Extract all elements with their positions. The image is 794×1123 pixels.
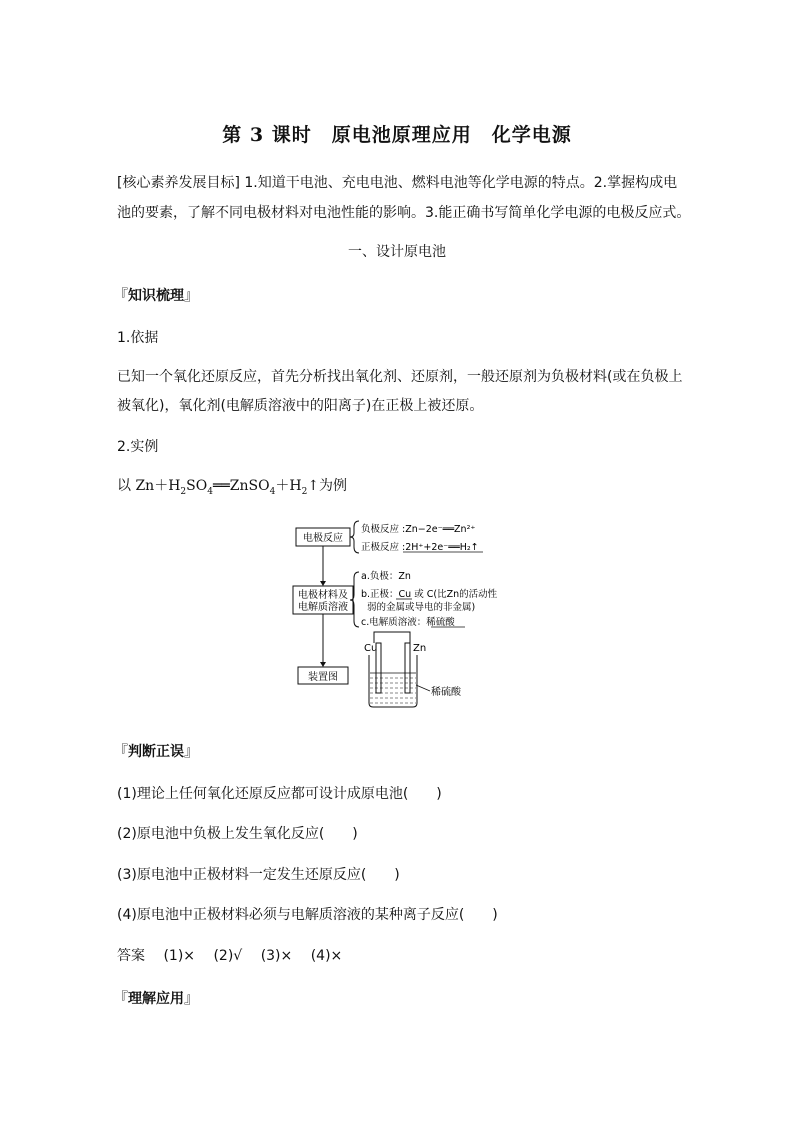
cu-label: Cu <box>364 643 378 654</box>
item-1-line-2: 被氧化)，氧化剂(电解质溶液中的阳离子)在正极上被还原。 <box>117 398 484 414</box>
answer-label: 答案 <box>117 948 145 964</box>
arrow-down-icon <box>320 581 326 586</box>
material-b-2: 弱的金属或导电的非金属) <box>367 602 476 613</box>
core-goals-line-1: 1.知道干电池、充电电池、燃料电池等化学电源的特点。2.掌握构成电 <box>244 175 678 191</box>
answer-line <box>117 945 356 965</box>
device-label: 装置图 <box>308 672 338 683</box>
answer-1: (1)× <box>163 948 196 964</box>
core-goals-label: [核心素养发展目标] <box>117 175 240 191</box>
material-label-1: 电极材料及 <box>298 590 348 601</box>
item-1-title: 1.依据 <box>117 330 159 346</box>
zn-label: Zn <box>413 643 427 654</box>
negative-reaction: 负极反应 :Zn−2e⁻══Zn²⁺ <box>361 524 476 535</box>
judge-item-2: (2)原电池中负极上发生氧化反应( ) <box>117 826 358 842</box>
material-a: a.负极：Zn <box>361 571 411 582</box>
core-goals-line-2: 池的要素，了解不同电极材料对电池性能的影响。3.能正确书写简单化学电源的电极反应式。 <box>117 205 691 221</box>
section-heading: 一、设计原电池 <box>348 244 446 260</box>
page-title: 第 3 课时 原电池原理应用 化学电源 <box>222 124 572 146</box>
item-2-title: 2.实例 <box>117 439 159 455</box>
electrolyte-label: 稀硫酸 <box>431 687 461 698</box>
electrode-reaction-label: 电极反应 <box>303 533 343 544</box>
knowledge-heading: 『知识梳理』 <box>113 286 200 304</box>
positive-reaction: 正极反应 :2H⁺+2e⁻══H₂↑ <box>361 542 479 553</box>
battery-design-diagram <box>285 515 515 715</box>
answer-4: (4)× <box>310 948 343 964</box>
apply-heading: 『理解应用』 <box>113 989 200 1007</box>
core-goals <box>117 168 691 228</box>
material-label-2: 电解质溶液 <box>298 602 348 613</box>
item-1-line-1: 已知一个氧化还原反应，首先分析找出氧化剂、还原剂，一般还原剂为负极材料(或在负极上 <box>117 369 683 385</box>
judge-item-3: (3)原电池中正极材料一定发生还原反应( ) <box>117 867 400 883</box>
material-c: c.电解质溶液：稀硫酸 <box>361 617 455 628</box>
zn-electrode <box>405 643 410 693</box>
material-b-1: b.正极：Cu 或 C(比Zn的活动性 <box>361 589 498 600</box>
judge-heading: 『判断正误』 <box>113 742 200 760</box>
brace-icon <box>350 572 359 627</box>
answer-2: (2)√ <box>213 948 243 964</box>
example-equation: 以 $Zn+H_2SO_4══ZnSO_4+H_2↑$为例 <box>117 478 348 497</box>
judge-item-1: (1)理论上任何氧化还原反应都可设计成原电池( ) <box>117 786 442 802</box>
answer-3: (3)× <box>260 948 293 964</box>
brace-icon <box>350 521 359 553</box>
judge-item-4: (4)原电池中正极材料必须与电解质溶液的某种离子反应( ) <box>117 907 498 923</box>
arrow-down-icon <box>320 662 326 667</box>
